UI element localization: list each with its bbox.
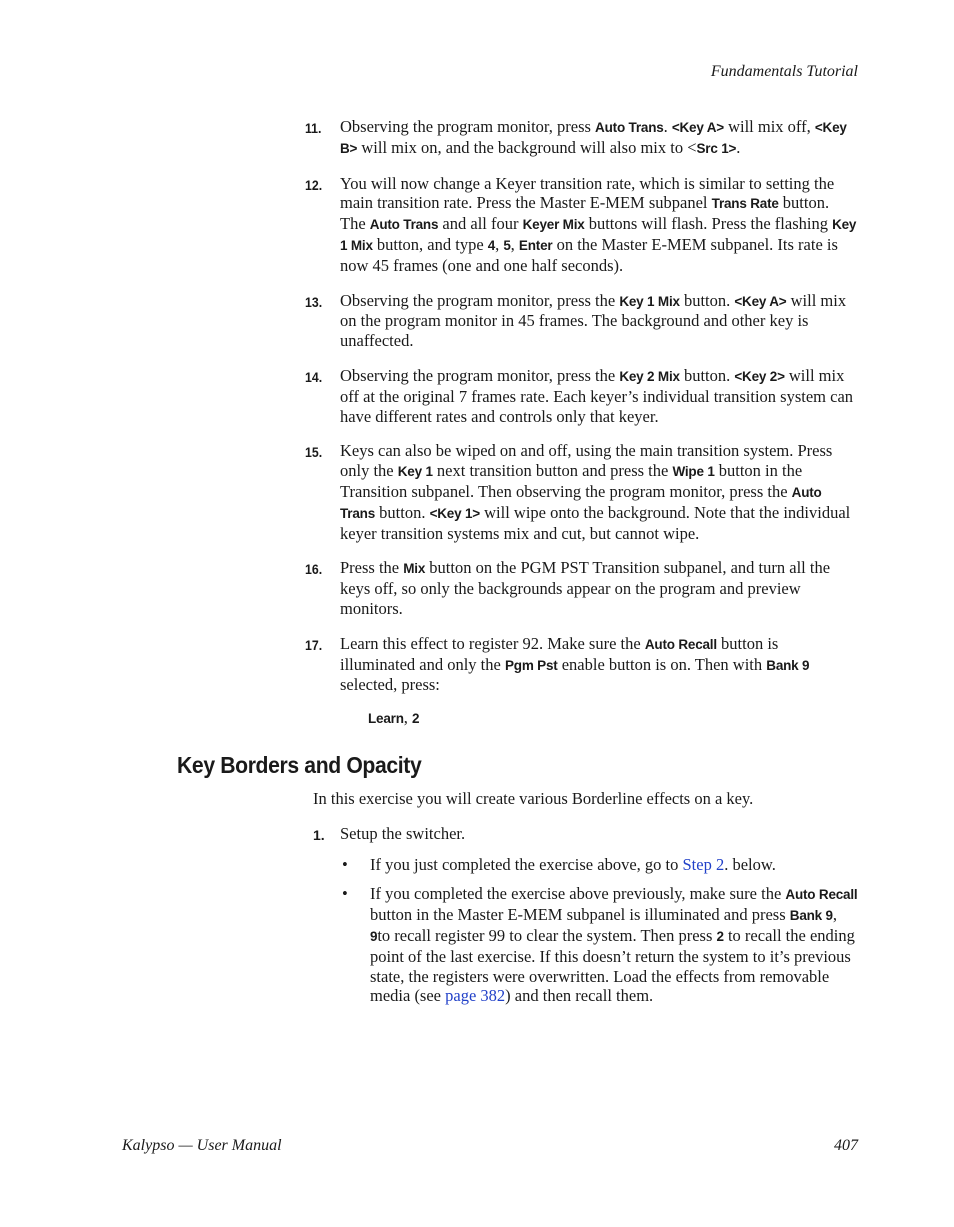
body-text: on the Master E-MEM subpanel. Its rate is now 45 frames (one and one half seconds). (340, 234, 838, 275)
body-text: will wipe onto the background. Note that the individual keyer transition systems mix and cut, but cannot wipe. (340, 502, 851, 543)
body-text: will mix on, and the background will also mix to < (357, 137, 697, 157)
body-text: to recall register 99 to clear the system. Then press (377, 925, 717, 945)
key-label: <Key 2> (734, 368, 785, 384)
body-text: Observing the program monitor, press (340, 117, 596, 136)
body-text: , (510, 234, 519, 254)
step-number: 17. (305, 636, 323, 653)
key-label: 9 (370, 928, 378, 944)
key-label: <Key A> (671, 120, 724, 135)
tutorial-steps (305, 117, 857, 729)
bullet-dot-icon: • (342, 854, 348, 874)
bullet-text (370, 855, 858, 875)
setup-step (313, 824, 858, 846)
step-text (340, 291, 857, 351)
step-text (340, 441, 857, 543)
key-label: <Key 1> (429, 505, 480, 521)
body-text: . (663, 117, 672, 136)
body-text: button. The (340, 193, 830, 234)
key-label: 4 (487, 237, 496, 253)
body-text: Observing the program monitor, press the (340, 365, 620, 385)
section-heading: Key Borders and Opacity (177, 752, 422, 778)
body-text: Learn this effect to register 92. Make sure the (340, 633, 645, 653)
step-number: 15. (305, 444, 323, 461)
key-label: Key 1 Mix (619, 293, 680, 309)
key-label: Bank 9 (789, 908, 833, 924)
bullet-item (340, 855, 858, 875)
body-text: next transition button and press the (432, 461, 673, 481)
tutorial-step (305, 634, 857, 695)
body-text: button. (375, 502, 430, 522)
key-label: Auto Recall (644, 636, 717, 652)
step-number: 14. (305, 368, 323, 385)
body-text: will mix on the program monitor in 45 frames. The background and other key is unaffected. (340, 290, 847, 351)
key-label: Pgm Pst (504, 657, 558, 673)
step-text: Setup the switcher. (340, 823, 466, 843)
key-label: 2 (716, 928, 724, 944)
bullet-dot-icon: • (342, 884, 348, 904)
key-label: Auto Trans (595, 120, 664, 135)
key-label: <Key B> (340, 120, 847, 156)
body-text: Keys can also be wiped on and off, using the main transition system. Press only the (340, 441, 833, 481)
body-text: Observing the program monitor, press the (340, 290, 620, 310)
body-text: to recall the ending point of the last exercise. If this doesn’t return the system to it’s previous state, the registers were overwritten. Load the effects from removable media (see (370, 925, 855, 1006)
body-text: and all four (438, 214, 523, 234)
tutorial-step (305, 291, 857, 351)
key-label: Auto Trans (340, 484, 822, 521)
body-text: enable button is on. Then with (557, 654, 767, 674)
key-label: Bank 9 (766, 657, 810, 673)
body-text: button is illuminated and only the (340, 633, 779, 674)
step-text (340, 117, 857, 159)
tutorial-step (305, 117, 857, 159)
body-text: If you completed the exercise above previously, make sure the (370, 884, 786, 904)
step-text (340, 634, 857, 695)
body-text: Press the (340, 558, 404, 578)
key-label: Src 1> (696, 140, 737, 156)
tutorial-step (305, 441, 857, 543)
step-number: 1. (313, 826, 325, 843)
step-number: 16. (305, 561, 323, 578)
body-text: button. (679, 365, 735, 385)
key-label: Enter (518, 237, 553, 253)
body-text: . (736, 137, 741, 157)
step-number: 12. (305, 176, 323, 193)
key-label: Keyer Mix (522, 217, 585, 233)
key-label: <Key A> (734, 293, 787, 309)
body-text: selected, press: (340, 675, 440, 695)
running-head: Fundamentals Tutorial (710, 63, 858, 80)
key-label: Wipe 1 (672, 464, 715, 480)
body-text: If you just completed the exercise above, go to (370, 854, 683, 874)
keypress-sequence (368, 708, 857, 729)
tutorial-step (305, 366, 857, 426)
body-text: buttons will flash. Press the flashing (584, 214, 833, 234)
body-text: , (403, 708, 413, 728)
key-label: Key 2 Mix (619, 368, 680, 384)
cross-reference-link[interactable]: page 382 (445, 986, 506, 1006)
step-number: 13. (305, 293, 323, 310)
key-label: Trans Rate (711, 196, 779, 212)
tutorial-step (305, 174, 857, 276)
body-text: button in the Master E-MEM subpanel is illuminated and press (370, 905, 790, 925)
key-label: Auto Trans (369, 217, 439, 233)
bullet-text (370, 884, 858, 1006)
body-text: button in the Transition subpanel. Then observing the program monitor, press the (340, 461, 803, 501)
body-text: will mix off at the original 7 frames rate. Each keyer’s individual transition system can have different rates and controls only that keyer. (340, 365, 854, 426)
key-label: 2 (412, 711, 420, 727)
section-body (313, 789, 858, 1016)
key-label: Mix (403, 561, 426, 577)
body-text: , (495, 234, 504, 254)
section-intro: In this exercise you will create various Borderline effects on a key. (313, 789, 754, 808)
step-text (340, 174, 857, 276)
body-text: button on the PGM PST Transition subpanel, and turn all the keys off, so only the backgrounds appear on the program and preview monitors. (340, 558, 831, 618)
bullet-item (340, 884, 858, 1006)
body-text: button. (679, 290, 735, 310)
key-label: Key 1 Mix (340, 217, 857, 253)
setup-bullets (340, 855, 858, 1007)
tutorial-step (305, 558, 857, 618)
cross-reference-link[interactable]: Step 2 (682, 854, 725, 874)
step-text (340, 366, 857, 426)
key-label: Auto Recall (785, 887, 858, 903)
key-label: Learn (368, 711, 404, 727)
key-label: 5 (503, 237, 511, 253)
body-text: will mix off, (723, 117, 815, 136)
body-text: button, and type (372, 234, 488, 254)
body-text: . below. (724, 854, 776, 874)
body-text: ) and then recall them. (505, 986, 654, 1006)
key-label: Key 1 (397, 464, 433, 480)
footer-manual-title: Kalypso — User Manual (122, 1137, 282, 1154)
step-number: 11. (305, 120, 322, 136)
body-text: , (832, 905, 837, 925)
body-text: You will now change a Keyer transition rate, which is similar to setting the main transition rate. Press the Master E-MEM subpanel (340, 173, 835, 213)
footer-page-number: 407 (834, 1137, 858, 1154)
step-text (340, 558, 857, 618)
